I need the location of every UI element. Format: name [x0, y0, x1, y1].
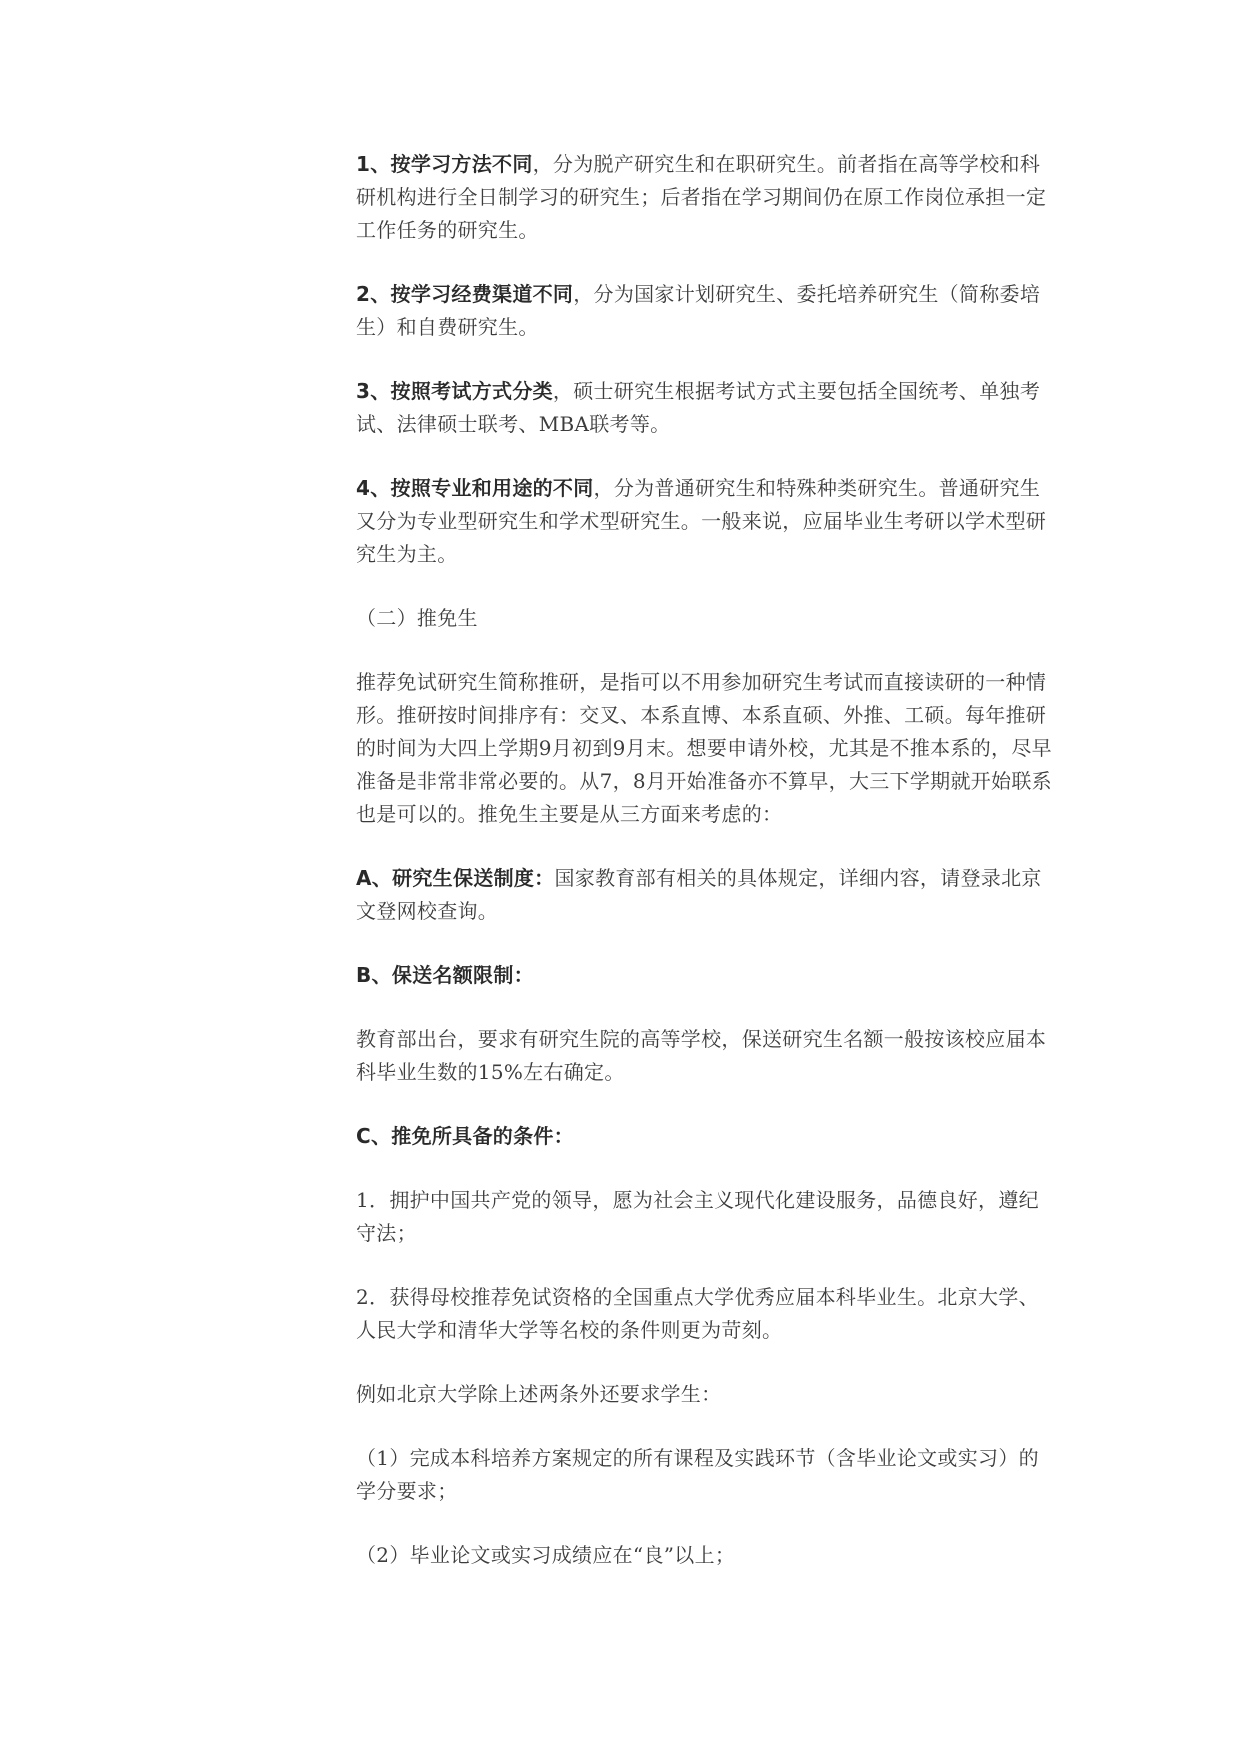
paragraph-pku-req-2 — [356, 1539, 1056, 1572]
paragraph-condition-2 — [356, 1281, 1056, 1347]
paragraph-text: ，硕士研究生根据考试方式主要包括全国统考、单独考试、法律硕士联考、MBA联考等。 — [356, 379, 1041, 436]
paragraph-text: 推荐免试研究生简称推研，是指可以不用参加研究生考试而直接读研的一种情形。推研按时间排序有：交叉、本系直博、本系直硕、外推、工硕。每年推研的时间为大四上学期9月初到9月末。想要申请外校，尤其是不推本系的，尽早准备是非常非常必要的。从7，8月开始准备亦不算早，大三下学期就开始联系也是可以的。推免生主要是从三方面来考虑的： — [356, 670, 1052, 826]
paragraph-text: 国家教育部有相关的具体规定，详细内容，请登录北京文登网校查询。 — [356, 866, 1042, 923]
paragraph-lead: 1、按学习方法不同 — [356, 152, 533, 176]
paragraph-text: ，分为国家计划研究生、委托培养研究生（简称委培生）和自费研究生。 — [356, 282, 1041, 339]
paragraph-system-a — [356, 862, 1056, 928]
paragraph-lead: 2、按学习经费渠道不同 — [356, 282, 574, 306]
paragraph-major-purpose — [356, 472, 1056, 571]
heading-conditions-c — [356, 1120, 1056, 1153]
paragraph-text: （2）毕业论文或实习成绩应在“良”以上； — [356, 1543, 736, 1567]
paragraph-recommendation-intro — [356, 666, 1056, 831]
heading-quota-b — [356, 959, 1056, 992]
paragraph-text: 例如北京大学除上述两条外还要求学生： — [356, 1382, 722, 1406]
paragraph-lead: 4、按照专业和用途的不同 — [356, 476, 594, 500]
paragraph-text: 1．拥护中国共产党的领导，愿为社会主义现代化建设服务，品德良好，遵纪守法； — [356, 1188, 1039, 1245]
paragraph-text: ，分为普通研究生和特殊种类研究生。普通研究生又分为专业型研究生和学术型研究生。一般来说，应届毕业生考研以学术型研究生为主。 — [356, 476, 1047, 566]
paragraph-lead: 3、按照考试方式分类 — [356, 379, 553, 403]
paragraph-text: （1）完成本科培养方案规定的所有课程及实践环节（含毕业论文或实习）的学分要求； — [356, 1446, 1039, 1503]
paragraph-quota-detail — [356, 1023, 1056, 1089]
paragraph-pku-example — [356, 1378, 1056, 1411]
paragraph-text: 教育部出台，要求有研究生院的高等学校，保送研究生名额一般按该校应届本科毕业生数的15%左右确定。 — [356, 1027, 1047, 1084]
document-body — [356, 148, 1056, 1603]
paragraph-study-method — [356, 148, 1056, 247]
paragraph-condition-1 — [356, 1184, 1056, 1250]
section-heading-text: （二）推免生 — [356, 606, 478, 630]
paragraph-text: ，分为脱产研究生和在职研究生。前者指在高等学校和科研机构进行全日制学习的研究生；后者指在学习期间仍在原工作岗位承担一定工作任务的研究生。 — [356, 152, 1047, 242]
section-heading-recommended — [356, 602, 1056, 635]
paragraph-exam-method — [356, 375, 1056, 441]
paragraph-lead: A、研究生保送制度： — [356, 866, 555, 890]
paragraph-funding-channel — [356, 278, 1056, 344]
paragraph-text: 2．获得母校推荐免试资格的全国重点大学优秀应届本科毕业生。北京大学、人民大学和清华大学等名校的条件则更为苛刻。 — [356, 1285, 1039, 1342]
paragraph-pku-req-1 — [356, 1442, 1056, 1508]
paragraph-lead: B、保送名额限制： — [356, 963, 534, 987]
paragraph-lead: C、推免所具备的条件： — [356, 1124, 574, 1148]
